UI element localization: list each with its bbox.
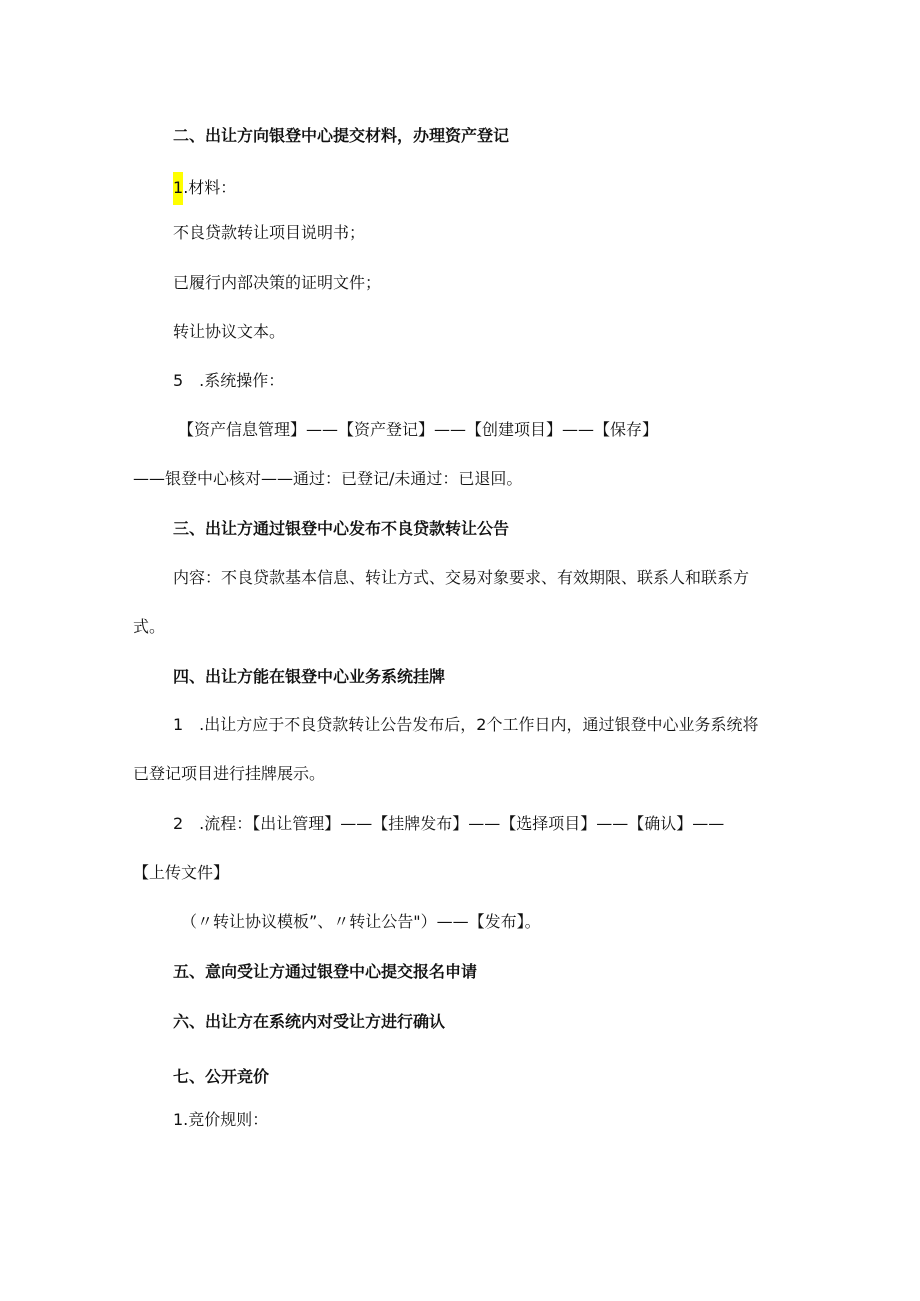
section-7-heading: 七、公开竞价 xyxy=(173,1067,270,1086)
section-4-item-1-line-1: 1 .出让方应于不良贷款转让公告发布后，2个工作日内，通过银登中心业务系统将 xyxy=(173,715,759,734)
section-4-item-2-line-3: （〃转让协议模板”、〃转让公告"）——【发布】。 xyxy=(181,912,541,931)
operation-flow-line-1: 【资产信息管理】——【资产登记】——【创建项目】——【保存】 xyxy=(178,420,659,439)
section-4-item-2-line-1: 2 .流程：【出让管理】——【挂牌发布】——【选择项目】——【确认】—— xyxy=(173,814,725,833)
section-5-heading: 五、意向受让方通过银登中心提交报名申请 xyxy=(173,962,478,981)
section-3-content-line-2: 式。 xyxy=(133,617,166,636)
section-2-heading: 二、出让方向银登中心提交材料，办理资产登记 xyxy=(173,126,510,145)
section-2-item-1 xyxy=(173,172,236,205)
item-label: .材料： xyxy=(183,178,237,197)
section-4-item-1-line-2: 已登记项目进行挂牌展示。 xyxy=(133,764,326,783)
material-item-1: 不良贷款转让项目说明书； xyxy=(173,223,366,242)
section-3-content-line-1: 内容：不良贷款基本信息、转让方式、交易对象要求、有效期限、联系人和联系方 xyxy=(173,568,750,587)
section-7-item-1: 1.竞价规则： xyxy=(173,1110,269,1129)
material-item-3: 转让协议文本。 xyxy=(173,322,286,341)
section-4-item-2-line-2: 【上传文件】 xyxy=(133,863,230,882)
section-2-item-5: 5 .系统操作： xyxy=(173,371,285,390)
section-3-heading: 三、出让方通过银登中心发布不良贷款转让公告 xyxy=(173,519,510,538)
section-4-heading: 四、出让方能在银登中心业务系统挂牌 xyxy=(173,667,446,686)
section-6-heading: 六、出让方在系统内对受让方进行确认 xyxy=(173,1012,446,1031)
highlighted-number: 1 xyxy=(173,172,183,205)
material-item-2: 已履行内部决策的证明文件； xyxy=(173,273,382,292)
operation-flow-line-2: ——银登中心核对——通过：已登记/未通过：已退回。 xyxy=(133,469,523,488)
